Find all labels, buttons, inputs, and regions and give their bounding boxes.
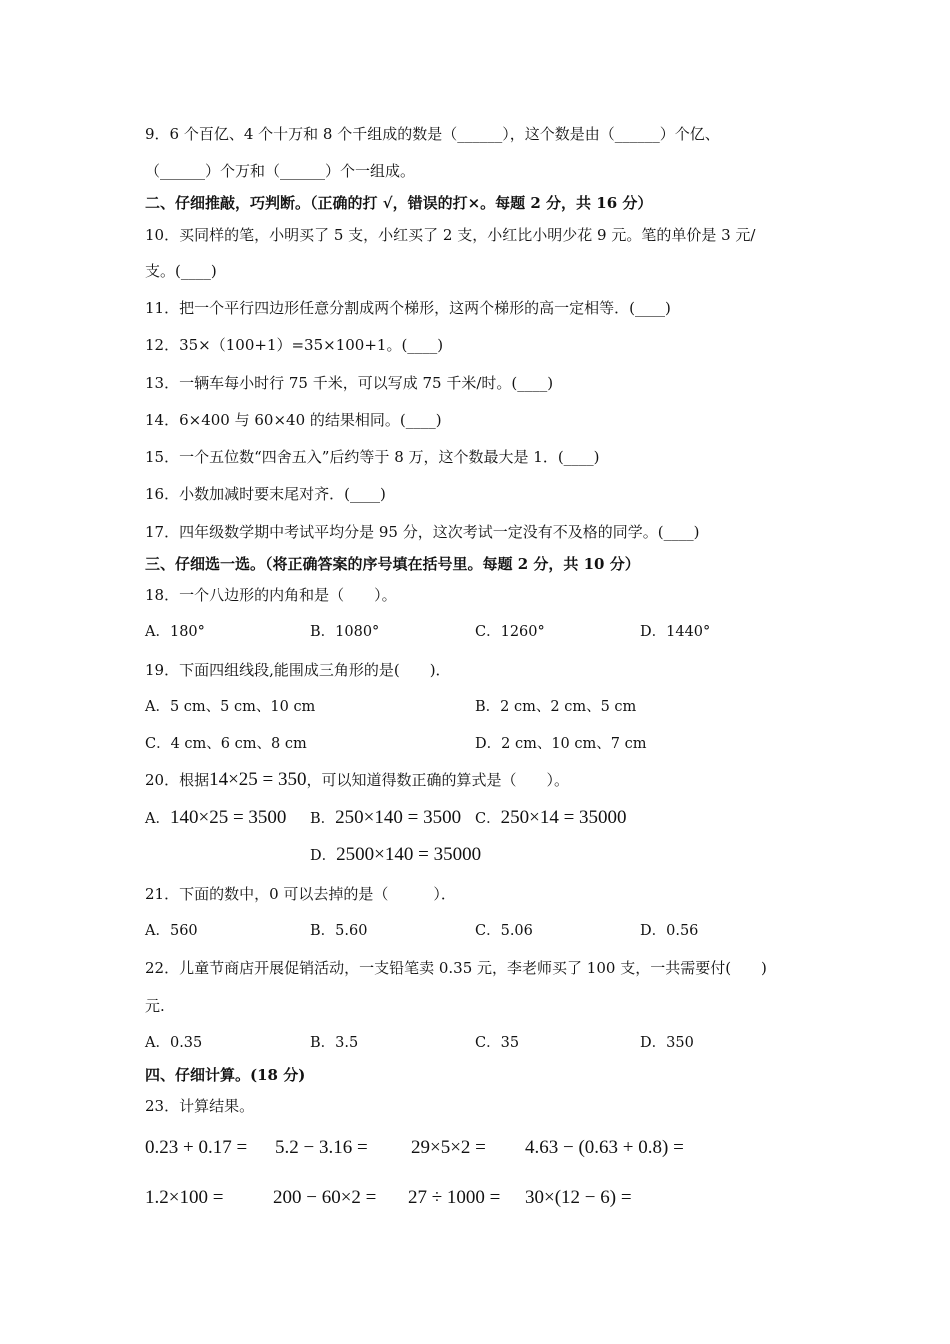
question-21-option-c: C．5.06 xyxy=(475,923,533,939)
question-15: 15．一个五位数“四舍五入”后约等于 8 万，这个数最大是 1．(____) xyxy=(145,448,600,466)
question-20-option-d xyxy=(310,845,481,866)
question-18-option-b: B．1080° xyxy=(310,624,380,640)
question-18-option-c: C．1260° xyxy=(475,624,545,640)
question-19-option-d: D．2 cm、10 cm、7 cm xyxy=(475,736,647,752)
question-20-stem xyxy=(145,770,569,790)
calc-expression: 200 − 60×2 = xyxy=(273,1187,377,1208)
calc-expression: 27 ÷ 1000 = xyxy=(408,1187,501,1208)
question-19-option-a: A．5 cm、5 cm、10 cm xyxy=(145,699,316,715)
question-22-line-2: 元. xyxy=(145,997,165,1015)
calc-expression: 29×5×2 = xyxy=(411,1137,486,1158)
section-4-heading: 四、仔细计算。(18 分) xyxy=(145,1066,306,1084)
question-21-option-b: B．5.60 xyxy=(310,923,368,939)
question-21-stem: 21．下面的数中，0 可以去掉的是（ ）． xyxy=(145,885,456,903)
question-20-stem-suffix: ，可以知道得数正确的算式是（ ）。 xyxy=(306,771,570,789)
question-22-option-a: A．0.35 xyxy=(145,1035,203,1051)
question-19-stem: 19．下面四组线段,能围成三角形的是( )． xyxy=(145,661,451,679)
question-20-option-a xyxy=(145,808,286,829)
question-18-stem: 18．一个八边形的内角和是（ ）。 xyxy=(145,586,397,604)
question-21-option-a: A．560 xyxy=(145,923,198,939)
option-letter: B． xyxy=(310,811,336,827)
calc-expression: 1.2×100 = xyxy=(145,1187,224,1208)
question-10-line-2: 支。(____) xyxy=(145,262,217,280)
question-17: 17．四年级数学期中考试平均分是 95 分，这次考试一定没有不及格的同学。(____) xyxy=(145,523,700,541)
section-3-heading: 三、仔细选一选。（将正确答案的序号填在括号里。每题 2 分，共 10 分） xyxy=(145,555,640,573)
question-10-line-1: 10．买同样的笔，小明买了 5 支，小红买了 2 支，小红比小明少花 9 元。笔的单价是 3 元/ xyxy=(145,226,756,244)
option-letter: C． xyxy=(475,811,501,827)
option-math: 140×25 = 3500 xyxy=(169,807,287,828)
question-19-option-c: C．4 cm、6 cm、8 cm xyxy=(145,736,307,752)
question-11: 11．把一个平行四边形任意分割成两个梯形，这两个梯形的高一定相等．(____) xyxy=(145,299,671,317)
question-16: 16．小数加减时要末尾对齐．(____) xyxy=(145,485,386,503)
question-9-line-1: 9．6 个百亿、4 个十万和 8 个千组成的数是（______），这个数是由（______）个亿、 xyxy=(145,125,720,143)
option-math: 250×14 = 35000 xyxy=(500,807,627,828)
question-20-option-c xyxy=(475,808,627,829)
option-math: 2500×140 = 35000 xyxy=(336,844,482,865)
calc-expression: 5.2 − 3.16 = xyxy=(275,1137,368,1158)
question-22-line-1: 22．儿童节商店开展促销活动，一支铅笔卖 0.35 元，李老师买了 100 支，一共需要付( ) xyxy=(145,959,767,977)
option-letter: D． xyxy=(310,848,337,864)
question-22-option-d: D．350 xyxy=(640,1035,694,1051)
question-13: 13．一辆车每小时行 75 千米，可以写成 75 千米/时。(____) xyxy=(145,374,554,392)
question-18-option-a: A．180° xyxy=(145,624,205,640)
option-letter: A． xyxy=(145,811,170,827)
section-2-heading: 二、仔细推敲，巧判断。（正确的打 √，错误的打×。每题 2 分，共 16 分） xyxy=(145,194,653,212)
question-22-option-b: B．3.5 xyxy=(310,1035,359,1051)
question-20-stem-math: 14×25 = 350 xyxy=(209,769,307,790)
question-18-option-d: D．1440° xyxy=(640,624,711,640)
question-20-stem-prefix: 20．根据 xyxy=(145,771,210,789)
calc-expression: 4.63 − (0.63 + 0.8) = xyxy=(525,1137,684,1158)
question-20-option-b xyxy=(310,808,461,829)
calc-expression: 0.23 + 0.17 = xyxy=(145,1137,248,1158)
question-21-option-d: D．0.56 xyxy=(640,923,699,939)
calc-expression: 30×(12 − 6) = xyxy=(525,1187,632,1208)
question-23-stem: 23．计算结果。 xyxy=(145,1097,255,1115)
question-22-option-c: C．35 xyxy=(475,1035,520,1051)
question-19-option-b: B．2 cm、2 cm、5 cm xyxy=(475,699,637,715)
question-9-line-2: （______）个万和（______）个一组成。 xyxy=(145,162,416,180)
option-math: 250×140 = 3500 xyxy=(335,807,462,828)
question-14: 14．6×400 与 60×40 的结果相同。(____) xyxy=(145,411,442,429)
question-12: 12．35×（100+1）=35×100+1。(____) xyxy=(145,336,444,354)
